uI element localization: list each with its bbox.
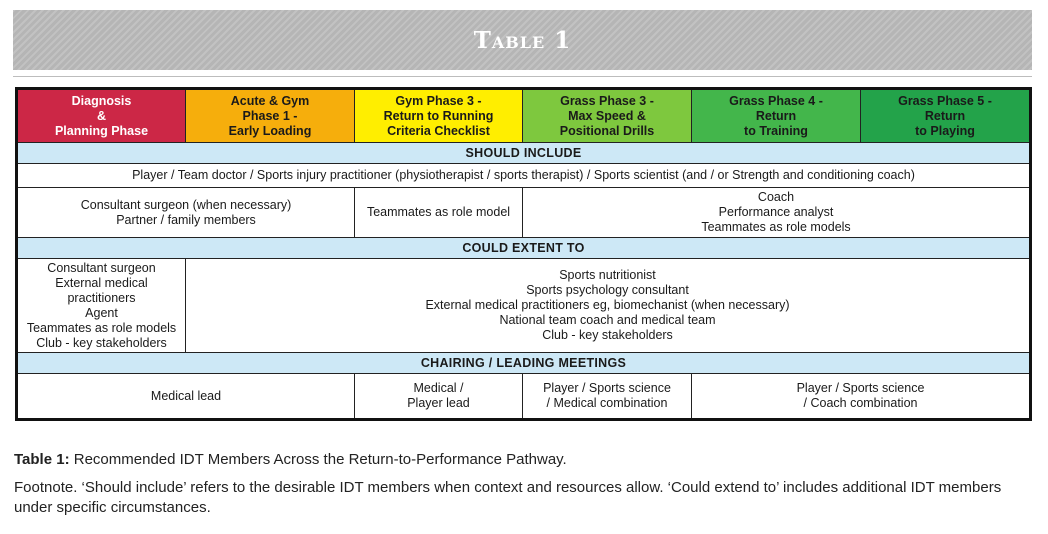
phase-header-gym-phase-3: Gym Phase 3 - Return to Running Criteria Checklist <box>355 89 523 143</box>
phase-header-grass-phase-4: Grass Phase 4 - Return to Training <box>692 89 861 143</box>
phase-header-grass-phase-3: Grass Phase 3 - Max Speed & Positional Drills <box>523 89 692 143</box>
phase-header-grass-phase-5: Grass Phase 5 - Return to Playing <box>861 89 1031 143</box>
divider <box>13 76 1032 77</box>
section-header-chairing: CHAIRING / LEADING MEETINGS <box>17 353 1031 374</box>
table-row <box>17 259 1031 353</box>
section-row-could-extend <box>17 238 1031 259</box>
caption-text: Recommended IDT Members Across the Return-to-Performance Pathway. <box>73 451 567 468</box>
table-caption <box>14 450 1034 469</box>
caption-label: Table 1: <box>14 451 70 468</box>
table-footnote: Footnote. ‘Should include’ refers to the desirable IDT members when context and resources allow. ‘Could extend to’ includes additional IDT members under specific circumstances. <box>14 479 1002 516</box>
section-header-should-include: SHOULD INCLUDE <box>17 143 1031 164</box>
section-row-chairing <box>17 353 1031 374</box>
table-title-banner <box>13 10 1032 70</box>
chair-gym-phase-cell: Medical / Player lead <box>355 374 523 420</box>
chair-grass-phases-4-5-cell: Player / Sports science / Coach combination <box>692 374 1031 420</box>
table-title: Table 1 <box>473 26 572 54</box>
section-header-could-extend: COULD EXTENT TO <box>17 238 1031 259</box>
section-row-should-include <box>17 143 1031 164</box>
phase-header-diagnosis: Diagnosis & Planning Phase <box>17 89 186 143</box>
core-team-cell: Player / Team doctor / Sports injury practitioner (physiotherapist / sports therapist) / Sports scientist (and / or Strength and conditioning coach) <box>17 164 1031 188</box>
early-phase-members-cell: Consultant surgeon (when necessary) Partner / family members <box>17 188 355 238</box>
chair-early-phases-cell: Medical lead <box>17 374 355 420</box>
phase-header-acute-gym: Acute & Gym Phase 1 - Early Loading <box>186 89 355 143</box>
diagnosis-extended-members-cell: Consultant surgeon External medical practitioners Agent Teammates as role models Club - key stakeholders <box>17 259 186 353</box>
grass-phase-members-cell: Coach Performance analyst Teammates as role models <box>523 188 1031 238</box>
phase-header-row <box>17 89 1031 143</box>
gym-phase-members-cell: Teammates as role model <box>355 188 523 238</box>
table-row <box>17 164 1031 188</box>
table-row <box>17 188 1031 238</box>
table-row <box>17 374 1031 420</box>
idt-members-table <box>15 87 1032 421</box>
later-phases-extended-members-cell: Sports nutritionist Sports psychology consultant External medical practitioners eg, biomechanist (when necessary) National team coach and medical team Club - key stakeholders <box>186 259 1031 353</box>
chair-grass-phase-3-cell: Player / Sports science / Medical combination <box>523 374 692 420</box>
